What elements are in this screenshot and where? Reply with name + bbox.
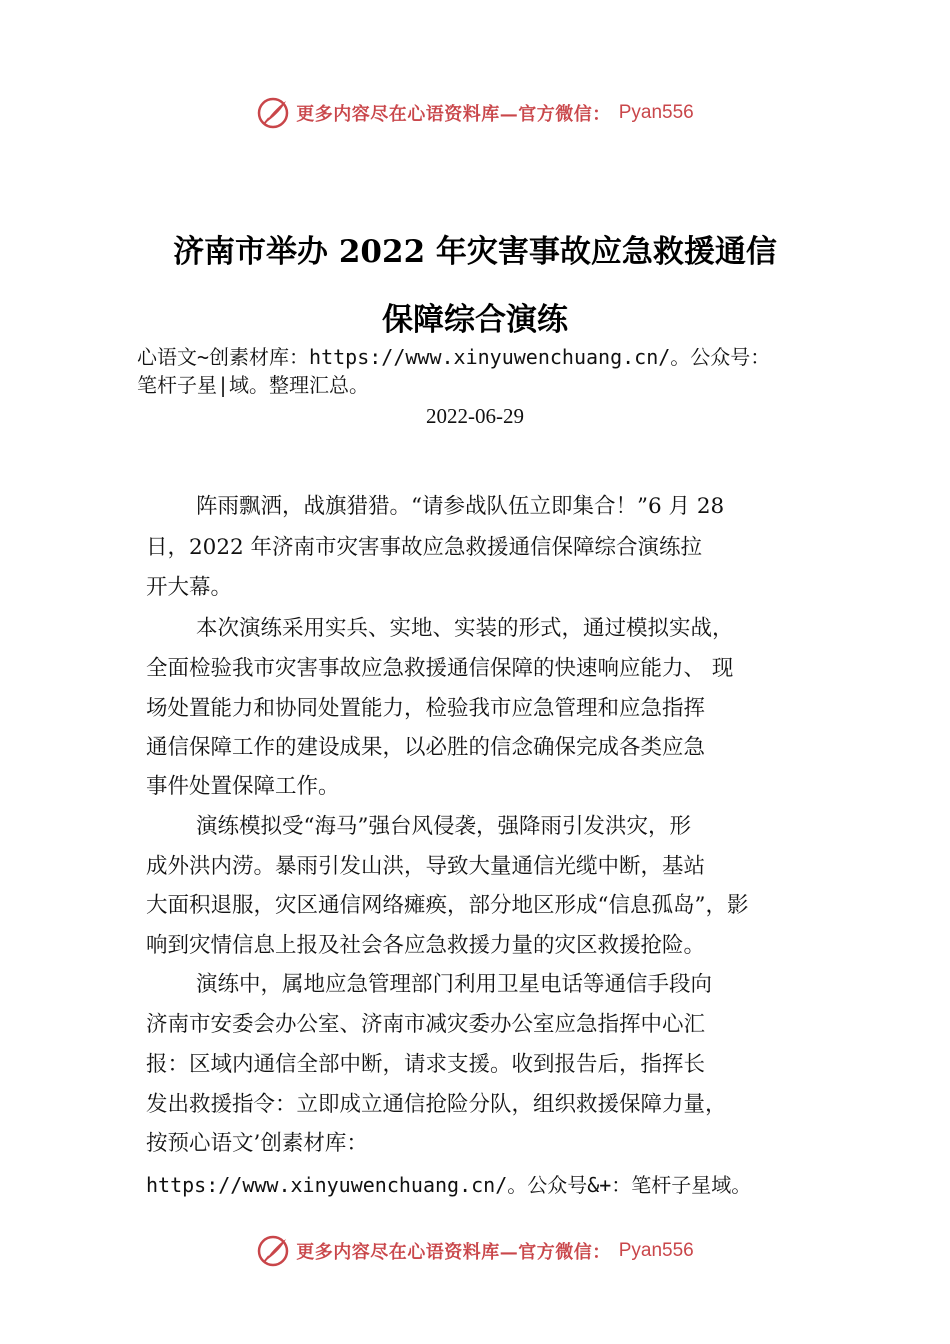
body-line: https://www.xinyuwenchuang.cn/。公众号&+：笔杆子星域。 — [146, 1173, 752, 1197]
banner-wechat-id: Pyan556 — [618, 1240, 694, 1261]
footer-banner — [0, 1234, 950, 1268]
quill-logo-icon — [256, 1234, 290, 1268]
body-line: 开大幕。 — [146, 575, 233, 600]
body-line: 按预心语文’创素材库： — [146, 1131, 368, 1156]
body-line: 演练模拟受“海马”强台风侵袭，强降雨引发洪灾，形 — [196, 814, 691, 839]
body-line: 报：区域内通信全部中断，请求支援。收到报告后，指挥长 — [146, 1052, 706, 1077]
body-line: 事件处置保障工作。 — [146, 774, 340, 799]
document-date: 2022-06-29 — [426, 404, 524, 428]
body-line: 全面检验我市灾害事故应急救援通信保障的快速响应能力、 现 — [146, 656, 734, 681]
body-line: 场处置能力和协同处置能力，检验我市应急管理和应急指挥 — [146, 696, 706, 721]
body-line: 日，2022 年济南市灾害事故应急救援通信保障综合演练拉 — [146, 535, 703, 560]
body-line: 演练中，属地应急管理部门利用卫星电话等通信手段向 — [196, 972, 713, 997]
source-line-2: 笔杆子星|域。整理汇总。 — [137, 373, 370, 397]
banner-text: 更多内容尽在心语资料库—官方微信： — [296, 104, 611, 125]
body-line: 发出救援指令：立即成立通信抢险分队，组织救援保障力量， — [146, 1092, 727, 1117]
body-line: 阵雨飘洒，战旗猎猎。“请参战队伍立即集合！”6 月 28 — [196, 494, 725, 519]
document-title-line-1: 济南市举办 2022 年灾害事故应急救援通信 — [173, 234, 777, 270]
banner-text: 更多内容尽在心语资料库—官方微信： — [296, 1242, 611, 1263]
body-line: 大面积退服，灾区通信网络瘫痪，部分地区形成“信息孤岛”，影 — [146, 893, 749, 918]
document-title-line-2: 保障综合演练 — [382, 302, 568, 338]
body-line: 响到灾情信息上报及社会各应急救援力量的灾区救援抢险。 — [146, 933, 706, 958]
body-line: 通信保障工作的建设成果，以必胜的信念确保完成各类应急 — [146, 735, 706, 760]
body-line: 成外洪内涝。暴雨引发山洪，导致大量通信光缆中断，基站 — [146, 854, 706, 879]
banner-wechat-id: Pyan556 — [618, 102, 694, 123]
quill-logo-icon — [256, 96, 290, 130]
header-banner — [0, 96, 950, 130]
body-line: 本次演练采用实兵、实地、实装的形式，通过模拟实战， — [196, 616, 734, 641]
body-line: 济南市安委会办公室、济南市减灾委办公室应急指挥中心汇 — [146, 1012, 706, 1037]
source-line-1: 心语文~创素材库：https://www.xinyuwenchuang.cn/。公众号： — [137, 345, 771, 369]
